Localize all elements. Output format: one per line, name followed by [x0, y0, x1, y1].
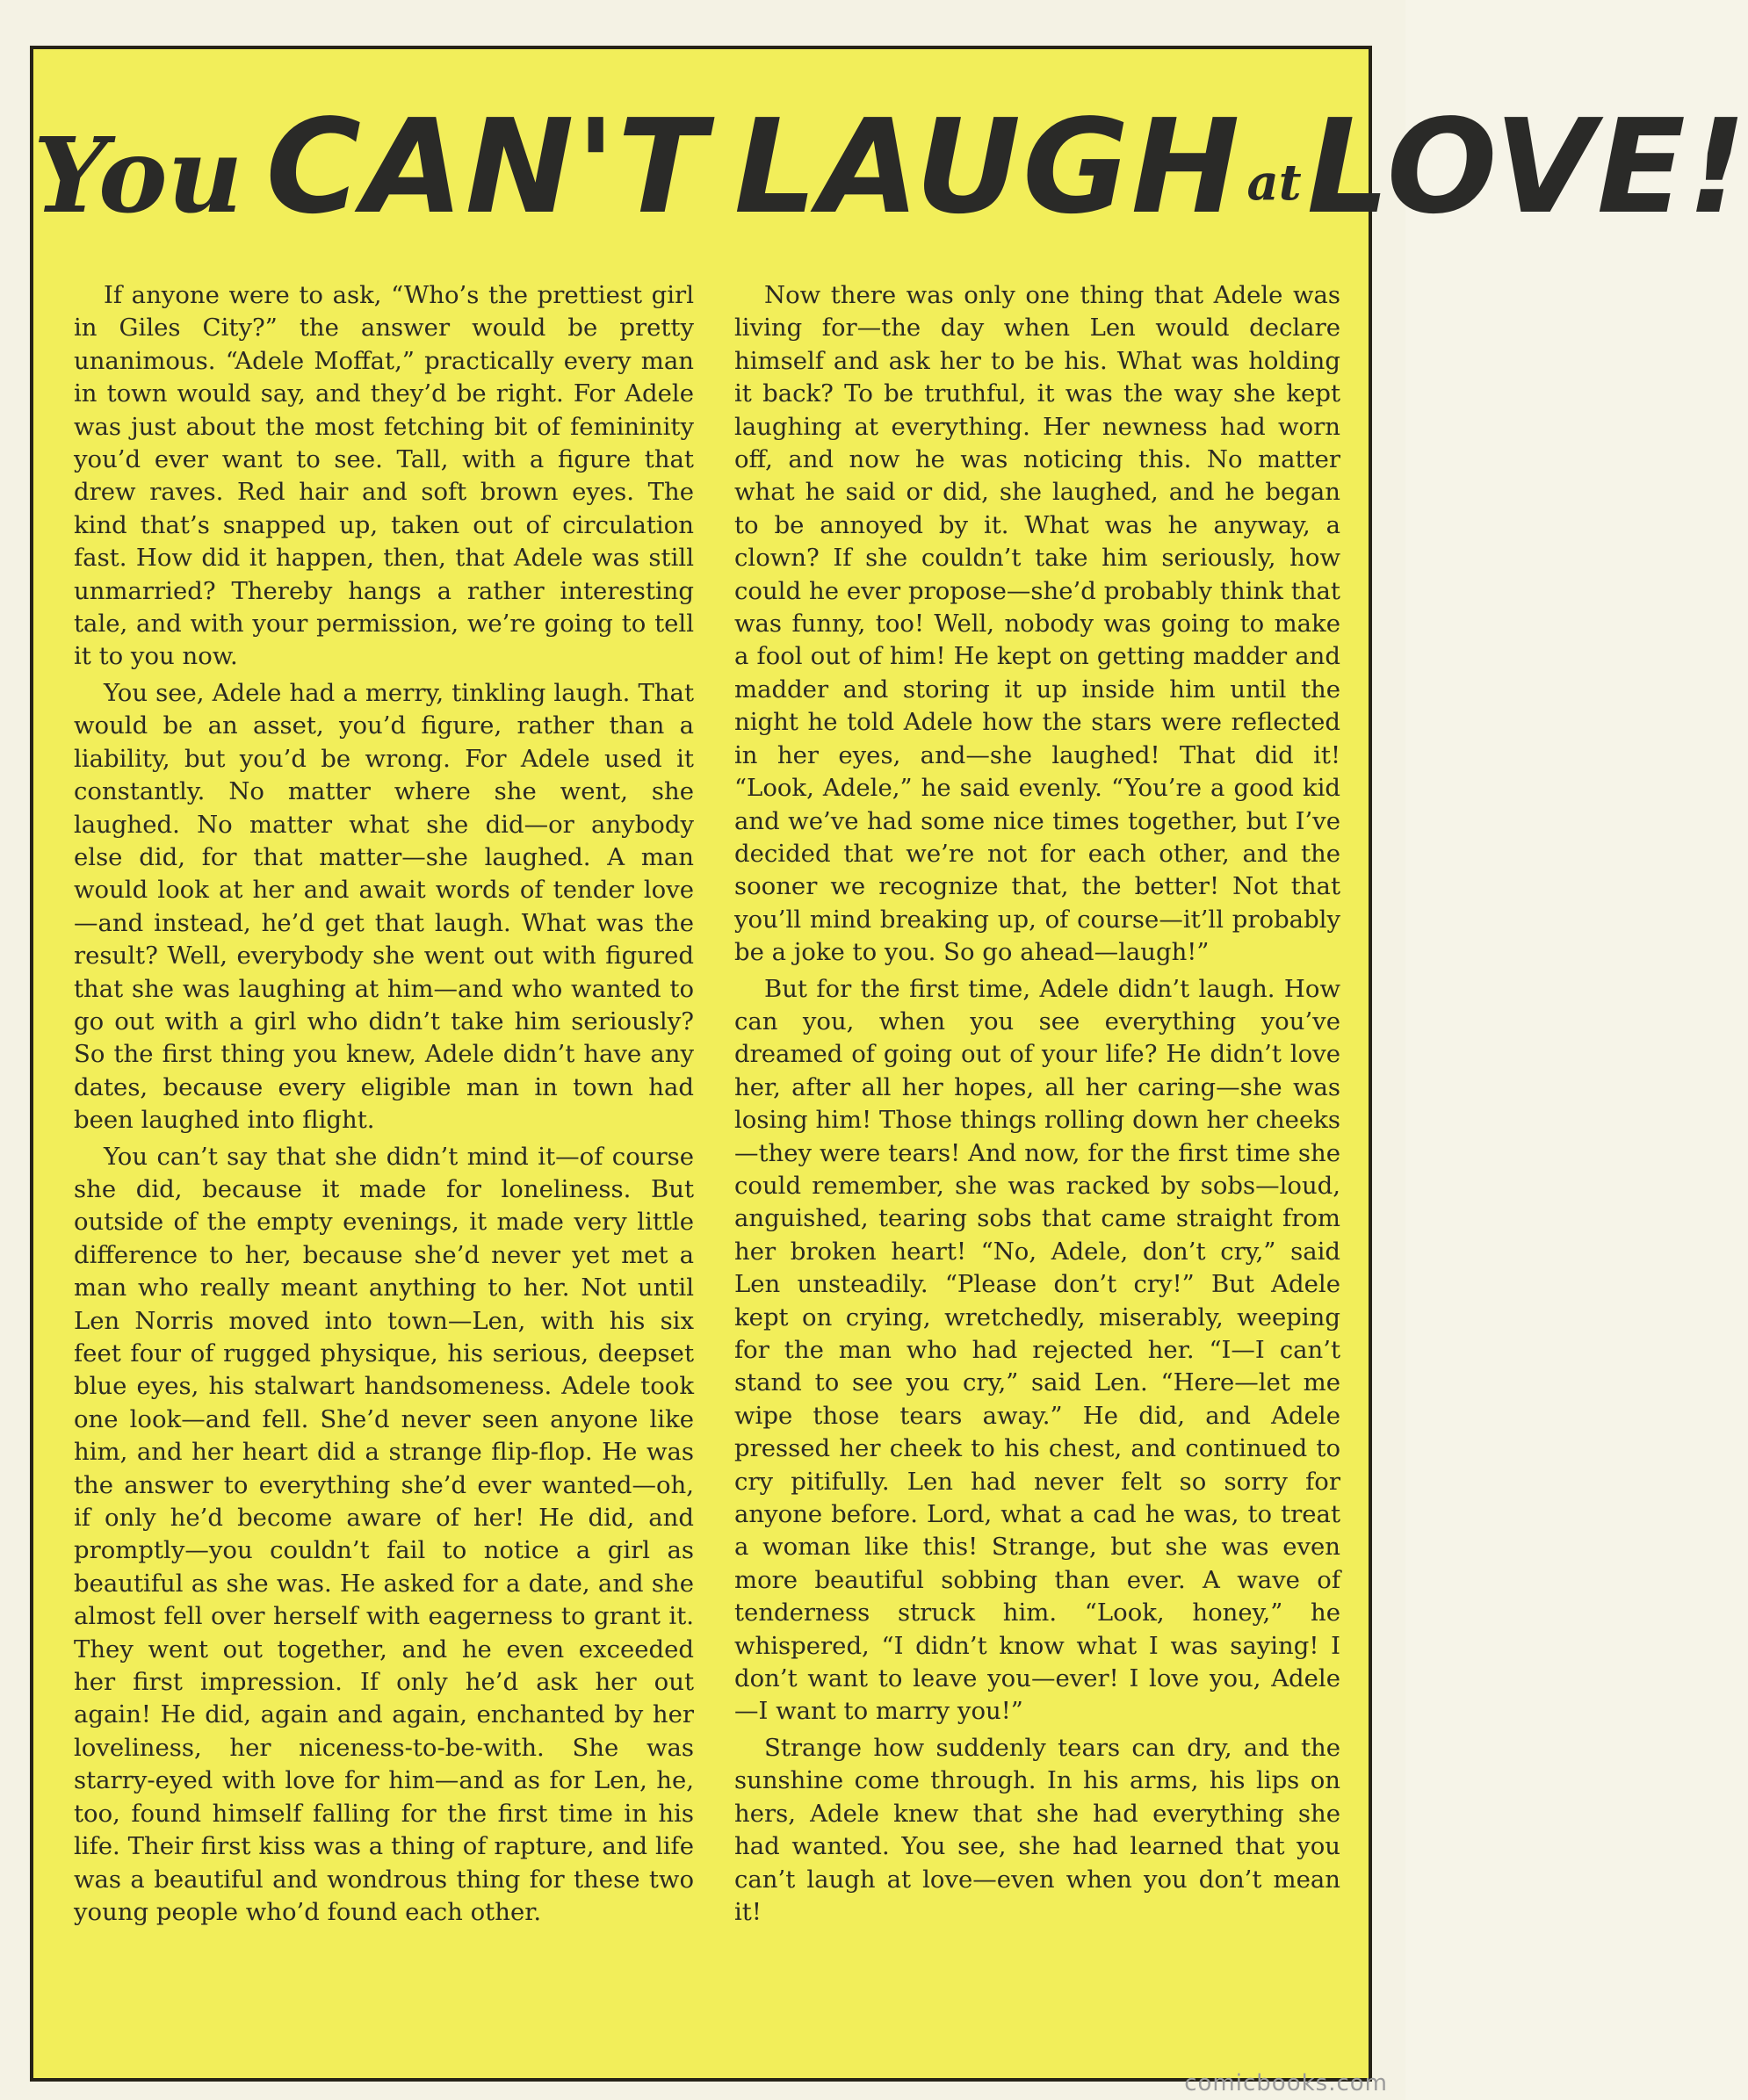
story-column-left: [74, 279, 694, 1929]
story-paragraph: You see, Adele had a merry, tinkling laugh. That would be an asset, you’d figure, rather than a liability, but you’d be wrong. For Adele used it constantly. No matter where she went, she laughed. No matter what she did—or anybody else did, for that matter—she laughed. A man would look at her and await words of tender love—and instead, he’d get that laugh. What was the result? Well, everybody she went out with figured that she was laughing at him—and who wanted to go out with a girl who didn’t take him seriously? So the first thing you knew, Adele didn’t have any dates, because every eligible man in town had been laughed into flight.: [74, 678, 694, 1135]
site-watermark: comicbooks.com: [1184, 2070, 1388, 2096]
title-at: at: [1246, 154, 1302, 212]
story-title: [33, 91, 1748, 242]
title-you: You: [33, 114, 243, 236]
story-paragraph: But for the first time, Adele didn’t laugh. How can you, when you see everything you’ve dreamed of going out of your life? He didn’t love her, after all her hopes, all her caring—she was losing him! Those things rolling down her cheeks—they were tears! And now, for the first time she could remember, she was racked by sobs—loud, anguished, tearing sobs that came straight from her broken heart! “No, Adele, don’t cry,” said Len unsteadily. “Please don’t cry!” But Adele kept on crying, wretchedly, miserably, weeping for the man who had rejected her. “I—I can’t stand to see you cry,” said Len. “Here—let me wipe those tears away.” He did, and Adele pressed her cheek to his chest, and continued to cry pitifully. Len had never felt so sorry for anyone before. Lord, what a cad he was, to treat a woman like this! Strange, but she was even more beautiful sobbing than ever. A wave of tenderness struck him. “Look, honey,” he whispered, “I didn’t know what I was saying! I don’t want to leave you—ever! I love you, Adele—I want to marry you!”: [734, 974, 1340, 1726]
title-love: LOVE!: [1306, 91, 1748, 242]
title-cant: CAN'T: [265, 91, 708, 242]
story-paragraph: You can’t say that she didn’t mind it—of course she did, because it made for loneliness. But outside of the empty evenings, it made very little difference to her, because she’d never yet met a man who really meant anything to her. Not until Len Norris moved into town—Len, with his six feet four of rugged physique, his serious, deepset blue eyes, his stalwart handsomeness. Adele took one look—and fell. She’d never seen anyone like him, and her heart did a strange flip-flop. He was the answer to everything she’d ever wanted—oh, if only he’d become aware of her! He did, and promptly—you couldn’t fail to notice a girl as beautiful as she was. He asked for a date, and she almost fell over herself with eagerness to grant it. They went out together, and he even exceeded her first impression. If only he’d ask her out again! He did, again and again, enchanted by her loveliness, her niceness-to-be-with. She was starry-eyed with love for him—and as for Len, he, too, found himself falling for the first time in his life. Their first kiss was a thing of rapture, and life was a beautiful and wondrous thing for these two young people who’d found each other.: [74, 1142, 694, 1926]
story-paragraph: If anyone were to ask, “Who’s the prettiest girl in Giles City?” the answer would be pretty unanimous. “Adele Moffat,” practically every man in town would say, and they’d be right. For Adele was just about the most fetching bit of femininity you’d ever want to see. Tall, with a figure that drew raves. Red hair and soft brown eyes. The kind that’s snapped up, taken out of circulation fast. How did it happen, then, that Adele was still unmarried? Thereby hangs a rather interesting tale, and with your permission, we’re going to tell it to you now.: [74, 281, 694, 671]
story-paragraph: Strange how suddenly tears can dry, and the sunshine come through. In his arms, his lips on hers, Adele knew that she had everything she had wanted. You see, she had learned that you can’t laugh at love—even when you don’t mean it!: [734, 1733, 1340, 1926]
title-laugh: LAUGH: [733, 91, 1242, 242]
story-column-right: [734, 279, 1340, 1929]
story-panel: [30, 46, 1748, 2082]
story-paragraph: Now there was only one thing that Adele was living for—the day when Len would declare himself and ask her to be his. What was holding it back? To be truthful, it was the way she kept laughing at everything. Her newness had worn off, and now he was noticing this. No matter what he said or did, she laughed, and he began to be annoyed by it. What was he anyway, a clown? If she couldn’t take him seriously, how could he ever propose—she’d probably think that was funny, too! Well, nobody was going to make a fool out of him! He kept on getting madder and madder and storing it up inside him until the night he told Adele how the stars were reflected in her eyes, and—she laughed! That did it! “Look, Adele,” he said evenly. “You’re a good kid and we’ve had some nice times together, but I’ve decided that we’re not for each other, and the sooner we recognize that, the better! Not that you’ll mind breaking up, of course—it’ll probably be a joke to you. So go ahead—laugh!”: [734, 281, 1340, 967]
